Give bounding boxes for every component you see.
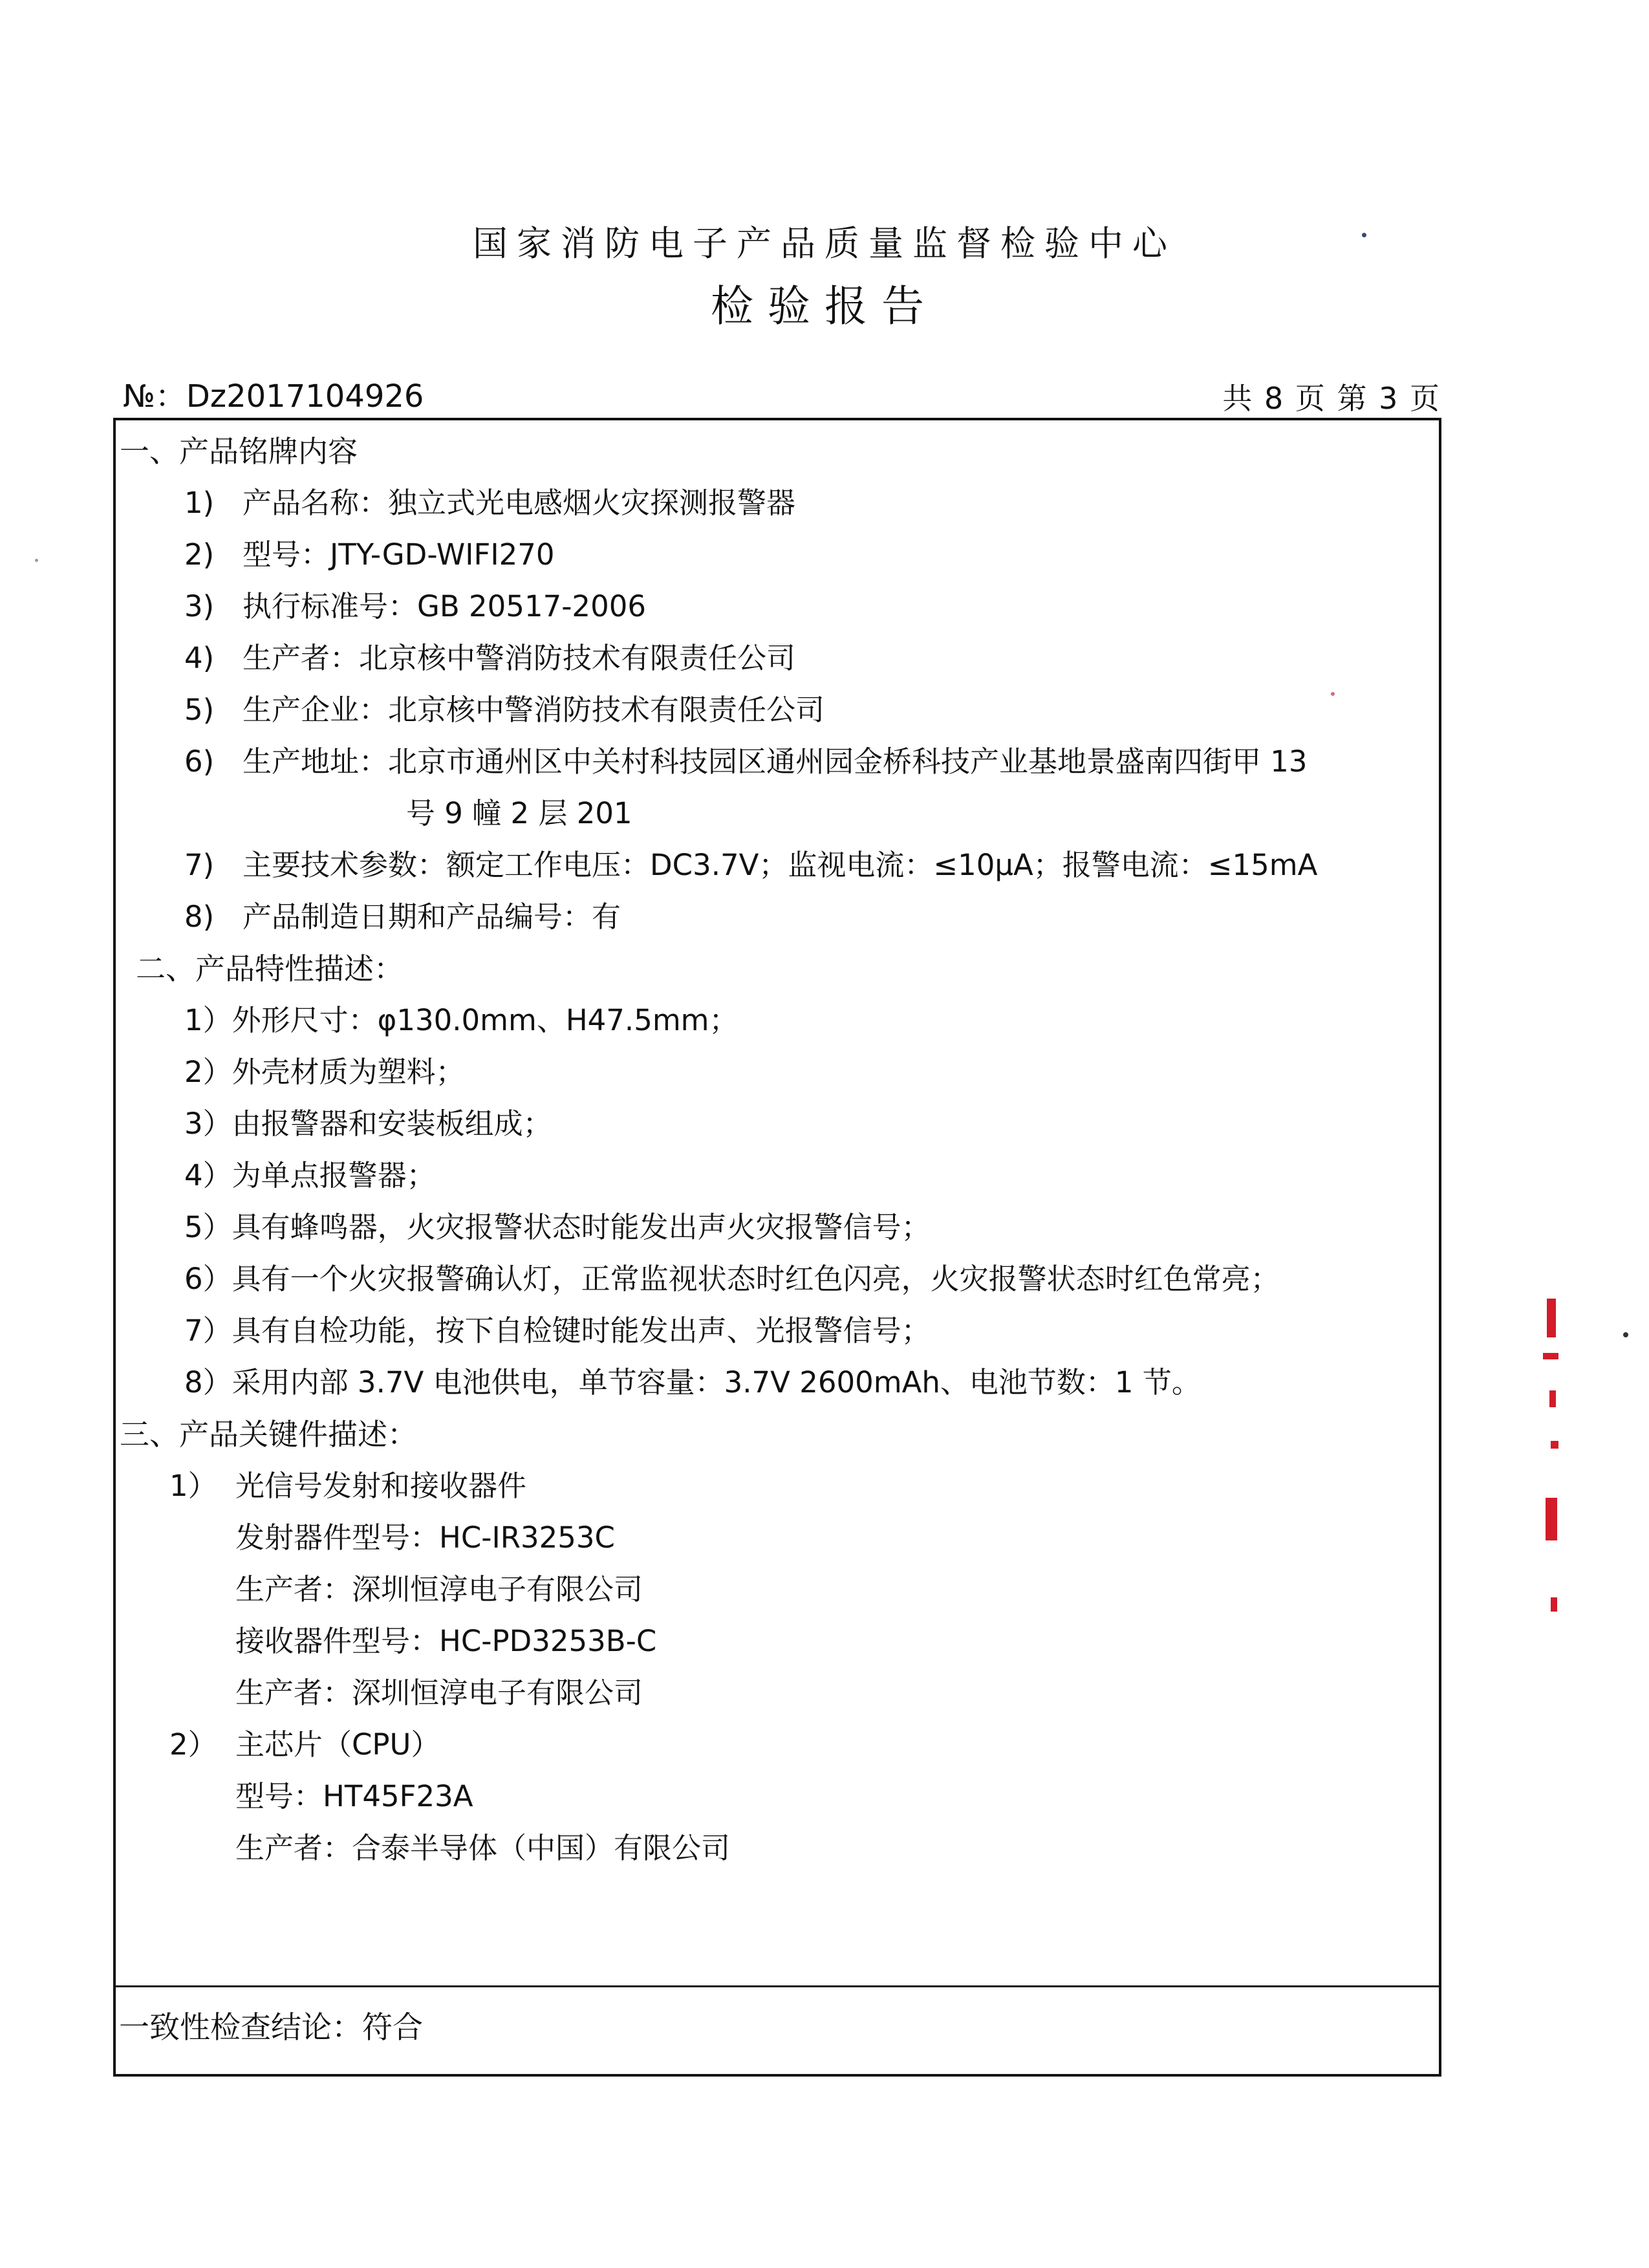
item-text: 生产企业：北京核中警消防技术有限责任公司 (242, 693, 825, 727)
component-detail: 发射器件型号：HC-IR3253C (235, 1520, 615, 1555)
component-detail: 生产者：深圳恒淳电子有限公司 (235, 1572, 643, 1606)
component-number: 1） (169, 1469, 217, 1503)
section2-item: 2）外壳材质为塑料； (184, 1055, 465, 1089)
scan-speck (1623, 1332, 1628, 1337)
item-number: 2) (184, 537, 215, 572)
item-text: 主要技术参数：额定工作电压：DC3.7V；监视电流：≤10μA；报警电流：≤15mA (242, 848, 1318, 882)
section2-heading: 二、产品特性描述： (136, 951, 404, 986)
page-info: 共 8 页 第 3 页 (1222, 381, 1441, 416)
item-text: 号 9 幢 2 层 201 (406, 796, 632, 830)
section2-item: 7）具有自检功能，按下自检键时能发出声、光报警信号； (184, 1313, 931, 1348)
section1-item (184, 587, 646, 626)
seal-fragment (1543, 1353, 1558, 1359)
section2-item: 8）采用内部 3.7V 电池供电，单节容量：3.7V 2600mAh、电池节数：1 节。 (184, 1365, 1201, 1399)
section2-item: 6）具有一个火灾报警确认灯，正常监视状态时红色闪亮，火灾报警状态时红色常亮； (184, 1262, 1280, 1296)
item-text: 生产地址：北京市通州区中关村科技园区通州园金桥科技产业基地景盛南四街甲 13 (242, 744, 1308, 779)
item-number: 5) (184, 693, 215, 727)
item-text: 型号：JTY-GD-WIFI270 (242, 537, 555, 572)
seal-fragment (1547, 1299, 1556, 1337)
item-number: 3) (184, 589, 215, 623)
seal-fragment (1551, 1597, 1557, 1612)
item-number: 8) (184, 900, 215, 934)
scan-speck (35, 559, 38, 562)
section1-item (184, 846, 1317, 885)
seal-fragment (1546, 1498, 1557, 1540)
component-name: 光信号发射和接收器件 (235, 1469, 527, 1503)
section2-item: 5）具有蜂鸣器，火灾报警状态时能发出声火灾报警信号； (184, 1210, 931, 1244)
section1-item-continuation (406, 794, 632, 833)
item-text: 产品名称：独立式光电感烟火灾探测报警器 (242, 486, 796, 520)
scan-speck (1331, 692, 1335, 696)
section1-item (184, 535, 555, 574)
seal-fragment (1551, 1441, 1558, 1449)
conclusion-divider (113, 1985, 1441, 1987)
item-text: 执行标准号：GB 20517-2006 (242, 589, 646, 623)
section1-heading: 一、产品铭牌内容 (120, 434, 358, 469)
conclusion: 一致性检查结论：符合 (119, 2010, 423, 2046)
section2-item: 3）由报警器和安装板组成； (184, 1107, 552, 1141)
section1-item (184, 742, 1308, 781)
component-name: 主芯片（CPU） (235, 1727, 440, 1762)
section3-heading: 三、产品关键件描述： (120, 1417, 417, 1452)
seal-fragment (1549, 1390, 1556, 1407)
section2-item: 1）外形尺寸：φ130.0mm、H47.5mm； (184, 1003, 738, 1037)
section2-item: 4）为单点报警器； (184, 1158, 436, 1193)
scan-speck (1362, 233, 1366, 237)
section1-item (184, 691, 824, 729)
section1-item (184, 484, 795, 523)
component-detail: 型号：HT45F23A (235, 1779, 473, 1813)
item-text: 产品制造日期和产品编号：有 (242, 900, 621, 934)
component-title (169, 1467, 526, 1506)
item-number: 7) (184, 848, 215, 882)
section1-item (184, 639, 795, 678)
report-number: №：Dz2017104926 (123, 378, 424, 415)
component-detail: 生产者：合泰半导体（中国）有限公司 (235, 1831, 731, 1865)
section1-item (184, 898, 621, 936)
org-title: 国家消防电子产品质量监督检验中心 (473, 223, 1176, 264)
component-detail: 生产者：深圳恒淳电子有限公司 (235, 1676, 643, 1710)
item-text: 生产者：北京核中警消防技术有限责任公司 (242, 641, 796, 675)
item-number: 6) (184, 744, 215, 779)
item-number: 4) (184, 641, 215, 675)
component-number: 2） (169, 1727, 217, 1762)
item-number: 1) (184, 486, 215, 520)
component-detail: 接收器件型号：HC-PD3253B-C (235, 1624, 657, 1658)
report-title: 检验报告 (711, 281, 938, 331)
component-title (169, 1725, 440, 1764)
